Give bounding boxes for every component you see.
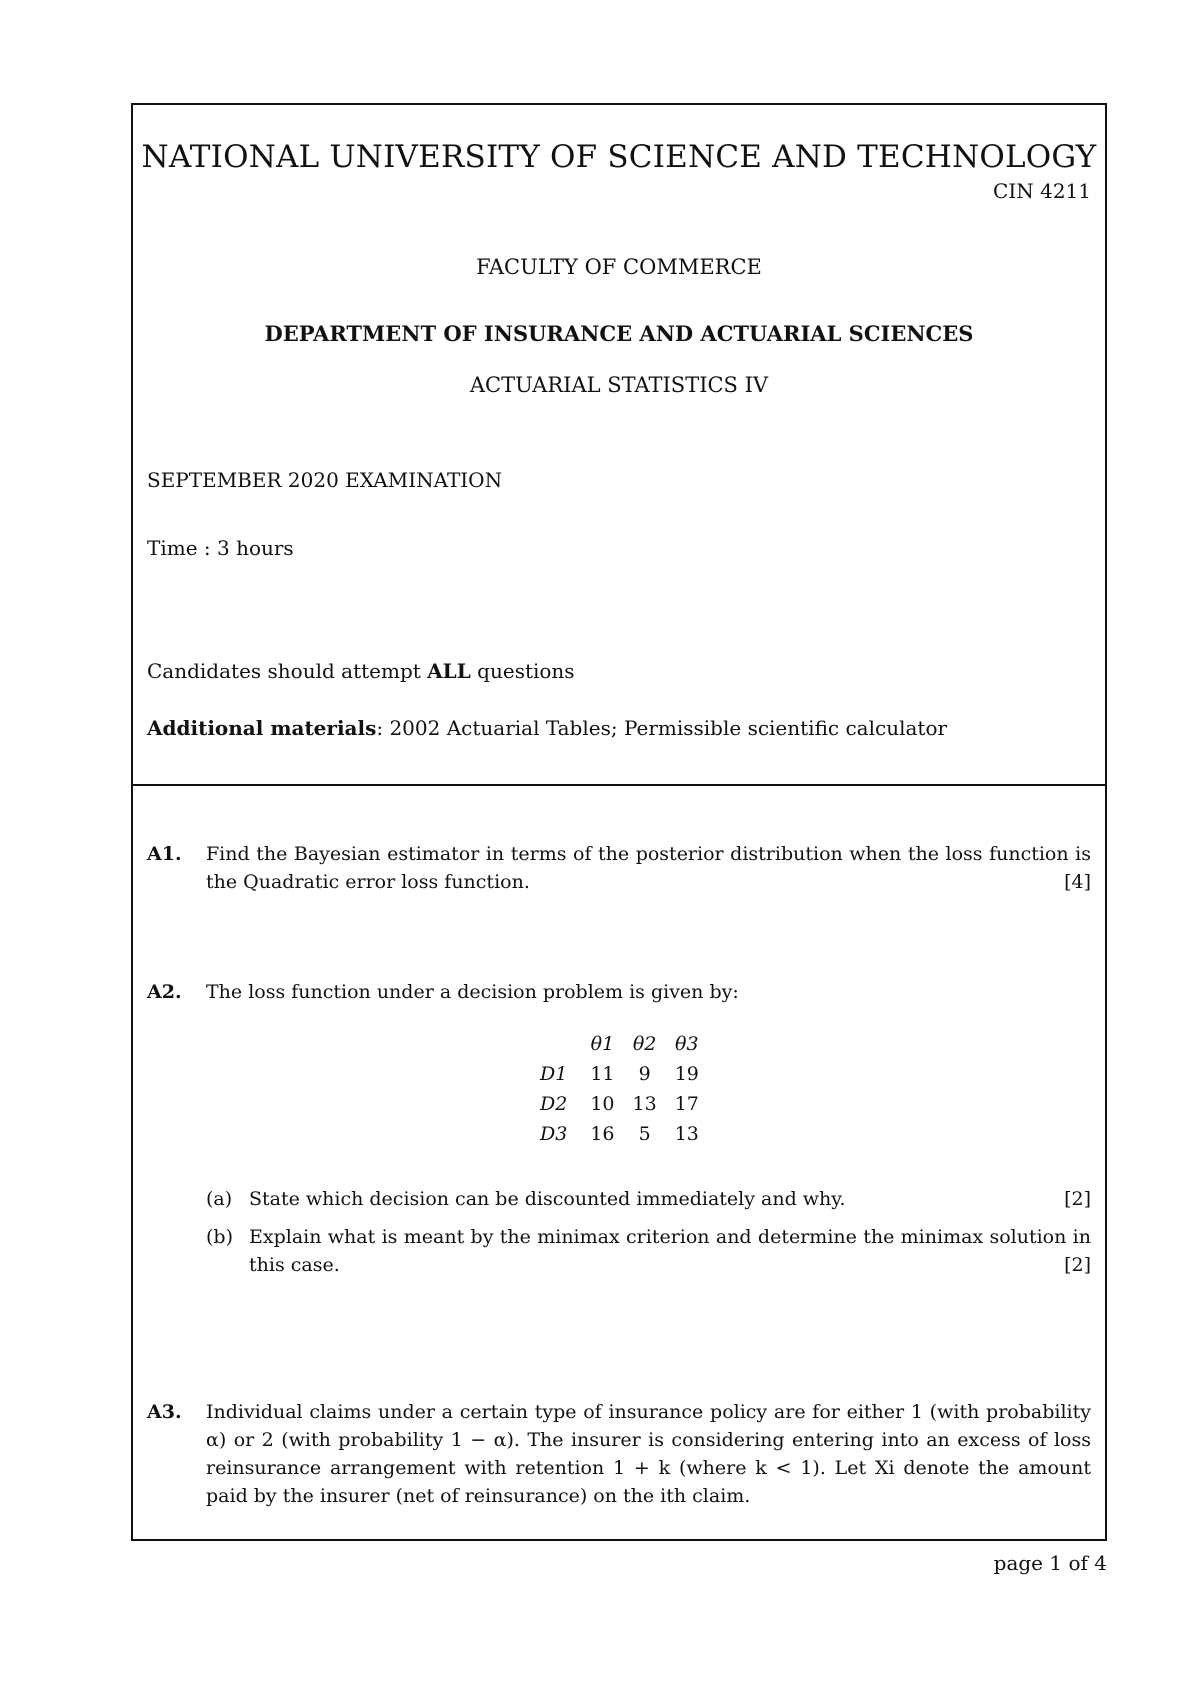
table-cell: 9 — [638, 1063, 651, 1085]
additional-materials — [147, 716, 947, 740]
exam-duration: Time : 3 hours — [147, 536, 294, 560]
column-header: θ2 — [632, 1033, 657, 1055]
row-label: D3 — [540, 1123, 568, 1145]
exam-header-frame — [131, 103, 1107, 1541]
instructions — [147, 659, 575, 683]
row-label: D1 — [540, 1063, 568, 1085]
university-name: NATIONAL UNIVERSITY OF SCIENCE AND TECHNOLOGY — [141, 139, 1097, 175]
table-cell: 17 — [674, 1093, 699, 1115]
loss-table — [531, 1029, 708, 1149]
faculty-name: FACULTY OF COMMERCE — [476, 255, 762, 279]
loss-table-header-row — [531, 1029, 708, 1059]
question-a2 — [147, 978, 1091, 1006]
question-a2-part-a — [206, 1185, 1091, 1213]
question-a1 — [147, 840, 1091, 896]
row-label: D2 — [540, 1093, 568, 1115]
question-text: Individual claims under a certain type of insurance policy are for either 1 (with probability α) or 2 (with probability 1 − α). The insurer is considering entering into an excess of loss reinsurance arrangement with retention 1 + k (where k < 1). Let Xi denote the amount paid by the insurer (net of reinsurance) on the ith claim. — [206, 1401, 1091, 1507]
question-number: A3. — [147, 1401, 182, 1423]
part-label: (b) — [206, 1226, 233, 1248]
table-row — [531, 1089, 708, 1119]
part-text: State which decision can be discounted immediately and why. — [249, 1188, 846, 1210]
question-number: A1. — [147, 843, 182, 865]
question-a2-part-b — [206, 1223, 1091, 1279]
page-number: page 1 of 4 — [993, 1551, 1107, 1575]
table-cell: 13 — [674, 1123, 699, 1145]
course-code: CIN 4211 — [993, 179, 1091, 203]
question-a3 — [147, 1398, 1091, 1510]
part-marks: [2] — [1064, 1188, 1091, 1210]
table-cell: 5 — [638, 1123, 651, 1145]
question-marks: [4] — [1064, 871, 1091, 893]
table-cell: 10 — [590, 1093, 615, 1115]
table-cell: 13 — [632, 1093, 657, 1115]
exam-session: SEPTEMBER 2020 EXAMINATION — [147, 468, 503, 492]
part-label: (a) — [206, 1188, 233, 1210]
table-row — [531, 1059, 708, 1089]
department-name: DEPARTMENT OF INSURANCE AND ACTUARIAL SCIENCES — [264, 321, 974, 346]
instructions-prefix: Candidates should attempt — [147, 659, 428, 683]
table-row — [531, 1119, 708, 1149]
table-cell: 11 — [590, 1063, 615, 1085]
part-marks: [2] — [1064, 1254, 1091, 1276]
question-text: Find the Bayesian estimator in terms of the posterior distribution when the loss function is the Quadratic error loss function. — [206, 843, 1091, 893]
part-text: Explain what is meant by the minimax criterion and determine the minimax solution in this case. — [249, 1226, 1091, 1276]
question-text: The loss function under a decision problem is given by: — [206, 981, 739, 1003]
question-number: A2. — [147, 981, 182, 1003]
column-header: θ1 — [590, 1033, 615, 1055]
column-header: θ3 — [675, 1033, 699, 1055]
materials-label: Additional materials — [147, 716, 377, 740]
header-divider — [133, 784, 1105, 786]
table-cell: 19 — [674, 1063, 699, 1085]
table-cell: 16 — [590, 1123, 615, 1145]
materials-text: : 2002 Actuarial Tables; Permissible scientific calculator — [376, 716, 948, 740]
instructions-bold: ALL — [427, 659, 471, 683]
course-title: ACTUARIAL STATISTICS IV — [469, 373, 769, 397]
instructions-suffix: questions — [470, 659, 575, 683]
